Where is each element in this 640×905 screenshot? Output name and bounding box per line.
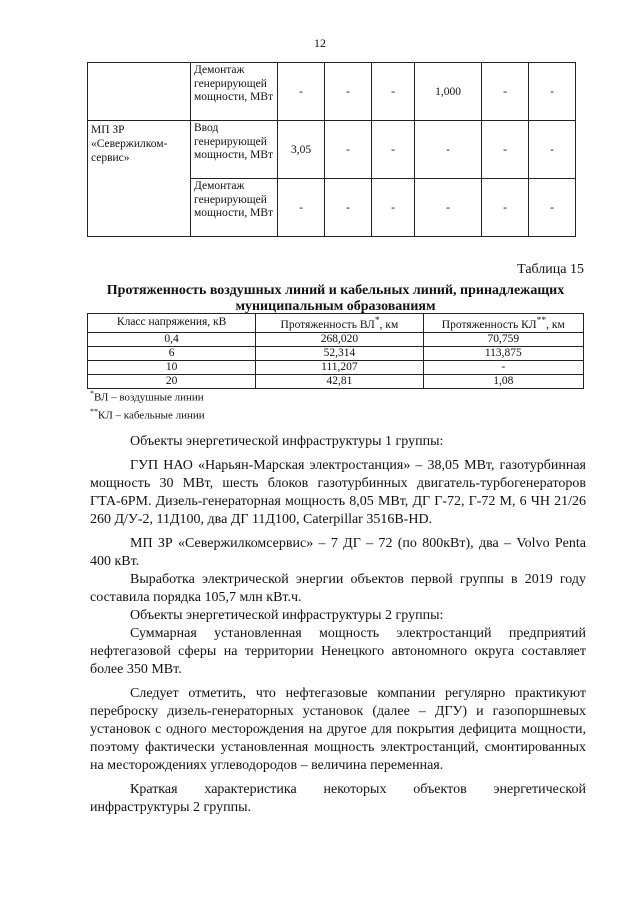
overhead-length-cell: 268,020 [256, 332, 423, 346]
table-row [88, 360, 584, 374]
header-text: , км [546, 318, 565, 331]
voltage-cell: 0,4 [88, 332, 256, 346]
table-row [88, 63, 576, 121]
voltage-cell: 20 [88, 374, 256, 388]
paragraph: Выработка электрической энергии объектов первой группы в 2019 году составила порядка 105,7 млн кВт.ч. [90, 572, 586, 605]
voltage-cell: 6 [88, 346, 256, 360]
value-cell: - [482, 121, 529, 179]
organization-cell [88, 63, 191, 121]
value-cell: - [278, 179, 325, 237]
paragraph: ГУП НАО «Нарьян-Марская электростанция» – 38,05 МВт, газотурбинная мощность 30 МВт, шесть блоков газотурбинных двигатель-турбогенераторов ГТА-6РМ. Дизель-генераторная мощность 8,05 МВт, ДГ Г-72, Г-72 М, 6 ЧН 21/26 260 Д/У-2, 11Д100, два ДГ 11Д100, Caterpillar 3516B-HD. [90, 458, 586, 527]
table-title: Протяженность воздушных линий и кабельных линий, принадлежащих муниципальным образованиям [106, 283, 565, 314]
cable-length-cell: 70,759 [423, 332, 583, 346]
value-cell: - [415, 121, 482, 179]
footnote-mark: ** [90, 406, 98, 416]
value-cell: - [278, 63, 325, 121]
cable-length-cell: 113,875 [423, 346, 583, 360]
column-header: Класс напряжения, кВ [88, 314, 256, 333]
table-row [88, 332, 584, 346]
value-cell: - [325, 121, 372, 179]
value-cell: 3,05 [278, 121, 325, 179]
footnote-text: КЛ – кабельные линии [98, 409, 205, 422]
column-header [423, 314, 583, 333]
footnote-mark: * [374, 315, 380, 326]
cable-length-cell: 1,08 [423, 374, 583, 388]
overhead-length-cell: 111,207 [256, 360, 423, 374]
table-number: Таблица 15 [517, 262, 584, 277]
body-text [90, 433, 586, 817]
value-cell: - [325, 63, 372, 121]
footnote-text: ВЛ – воздушные линии [94, 391, 204, 404]
value-cell: - [415, 179, 482, 237]
value-cell: - [372, 63, 415, 121]
paragraph: Краткая характеристика некоторых объектов энергетической инфраструктуры 2 группы. [90, 782, 586, 815]
value-cell: - [372, 121, 415, 179]
header-text: Протяженность ВЛ [280, 318, 375, 331]
cable-length-cell: - [423, 360, 583, 374]
footnote-mark: ** [536, 315, 547, 326]
header-text: Протяженность КЛ [441, 318, 537, 331]
value-cell: - [372, 179, 415, 237]
parameter-cell: Ввод генерирующей мощности, МВт [191, 121, 278, 179]
footnote [90, 387, 205, 405]
footnote-mark: * [90, 389, 94, 398]
value-cell: - [529, 121, 576, 179]
paragraph: Суммарная установленная мощность электростанций предприятий нефтегазовой сферы на территории Ненецкого автономного округа составляет более 350 МВт. [90, 626, 586, 677]
parameter-cell: Демонтаж генерирующей мощности, МВт [191, 179, 278, 237]
voltage-cell: 10 [88, 360, 256, 374]
line-length-table [87, 313, 584, 389]
footnotes [90, 387, 205, 422]
paragraph: МП ЗР «Севержилкомсервис» – 7 ДГ – 72 (по 800кВт), два – Volvo Penta 400 кВт. [90, 536, 586, 569]
generation-capacity-table [87, 62, 576, 237]
paragraph: Объекты энергетической инфраструктуры 2 группы: [130, 608, 444, 623]
parameter-cell: Демонтаж генерирующей мощности, МВт [191, 63, 278, 121]
value-cell: - [482, 63, 529, 121]
organization-cell: МП ЗР «Севержилком-сервис» [88, 121, 191, 237]
column-header [256, 314, 423, 333]
header-text: , км [379, 318, 399, 331]
overhead-length-cell: 42,81 [256, 374, 423, 388]
overhead-length-cell: 52,314 [256, 346, 423, 360]
page-number: 12 [314, 36, 326, 50]
value-cell: - [529, 179, 576, 237]
table-header-row [88, 314, 584, 333]
table-row [88, 346, 584, 360]
paragraph: Объекты энергетической инфраструктуры 1 группы: [130, 434, 444, 449]
value-cell: - [529, 63, 576, 121]
footnote [90, 405, 205, 423]
paragraph: Следует отметить, что нефтегазовые компании регулярно практикуют переброску дизель-генераторных установок (далее – ДГУ) и газопоршневых установок с одного месторождения на другое для покрытия дефицита мощности, поэтому фактически установленная мощность электростанций, смонтированных на месторождениях углеводородов – величина переменная. [90, 686, 586, 773]
value-cell: - [325, 179, 372, 237]
value-cell: - [482, 179, 529, 237]
table-row [88, 121, 576, 179]
value-cell: 1,000 [415, 63, 482, 121]
